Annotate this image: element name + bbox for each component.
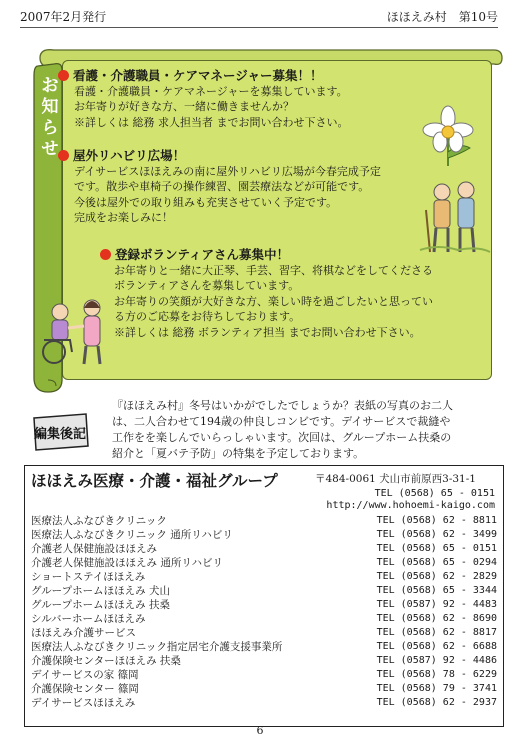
facility-name: 介護保険センターほほえみ 扶桑 [31,655,181,667]
page-number: 6 [256,724,264,737]
facility-row [31,570,497,584]
bullet-dot-icon [58,150,69,161]
notice-title-char: 知 [41,97,59,117]
facility-row [31,514,497,528]
facility-tel: TEL (0568) 62 - 6688 [376,641,497,652]
notice-item-recruit [58,68,349,130]
facility-tel: TEL (0568) 79 - 3741 [376,683,497,694]
facility-name: 医療法人ふなびきクリニック 通所リハビリ [31,529,233,541]
editor-note-text [112,398,502,462]
notice-line: です。散歩や車椅子の操作練習、園芸療法などが可能です。 [74,180,370,193]
facility-row [31,668,497,682]
facility-tel: TEL (0568) 62 - 8817 [376,627,497,638]
header-rule [20,27,498,28]
issue-number: ほほえみ村 第10号 [386,10,498,24]
facility-tel: TEL (0568) 62 - 3499 [376,529,497,540]
notice-line: 今後は屋外での取り組みも充実させていく予定です。 [74,195,338,209]
notice-title-char: ら [41,118,59,138]
facility-tel: TEL (0587) 92 - 4483 [376,599,497,610]
facility-name: グループホームほほえみ 扶桑 [31,599,170,611]
bullet-dot-icon [58,70,69,81]
editor-line: は、二人合わせて194歳の仲良しコンビです。デイサービスで裁縫や [112,415,451,428]
facility-row [31,626,497,640]
editor-line: 『ほほえみ村』冬号はいかがでしたでしょうか？表紙の写真のお二人 [112,399,453,412]
notice-line: お年寄りの笑顔が大好きな方、楽しい時を過ごしたいと思ってい [114,294,433,308]
facility-tel: TEL (0568) 62 - 8690 [376,613,497,624]
group-url[interactable]: http://www.hohoemi-kaigo.com [326,500,495,511]
facility-row [31,612,497,626]
facility-tel: TEL (0568) 65 - 0151 [376,543,497,554]
facility-name: シルバーホームほほえみ [31,613,146,625]
notice-line: お年寄りが好きな方、一緒に働きませんか？ [74,100,294,113]
notice-title-char: せ [41,139,59,159]
issue-date: 2007年2月発行 [20,10,107,24]
facility-tel: TEL (0568) 65 - 3344 [376,585,497,596]
facility-name: 介護保険センター 篠岡 [31,683,139,695]
facility-name: デイサービスの家 篠岡 [31,669,139,681]
editor-note-label-text: 編集後記 [33,427,87,442]
group-address: 〒484-0061 犬山市前原西3-31-1 [315,473,476,485]
editor-line: 紹介と「夏バテ予防」の特集を予定しております。 [112,447,365,460]
facility-name: ショートステイほほえみ [31,571,146,583]
notice-item-title: 看護・介護職員・ケアマネージャー募集！！ [73,68,323,83]
wheelchair-helper-illustration [38,296,114,366]
notice-title-char: お [41,76,59,96]
facility-tel: TEL (0587) 92 - 4486 [376,655,497,666]
group-tel: TEL (0568) 65 - 0151 [374,488,495,499]
facility-list [31,514,497,710]
facility-row [31,654,497,668]
facility-tel: TEL (0568) 62 - 2829 [376,571,497,582]
facility-name: デイサービスほほえみ [31,697,136,709]
notice-item-title: 屋外リハビリ広場！ [73,148,186,163]
facility-name: ほほえみ介護サービス [31,627,136,639]
facility-tel: TEL (0568) 65 - 0294 [376,557,497,568]
notice-item-rehab-plaza [58,148,381,226]
facility-name: 医療法人ふなびきクリニック [31,515,167,527]
notice-item-title: 登録ボランティアさん募集中！ [115,247,290,262]
facility-row [31,556,497,570]
facility-tel: TEL (0568) 78 - 6229 [376,669,497,680]
notice-line: 完成をお楽しみに！ [74,211,173,224]
notice-line: ※詳しくは 総務 ボランティア担当 までお問い合わせ下さい。 [114,325,421,339]
bullet-dot-icon [100,249,111,260]
group-name: ほほえみ医療・介護・福祉グループ [31,472,278,490]
notice-line: お年寄りと一緒に大正琴、手芸、習字、将棋などをしてくださる [114,263,433,277]
editor-note-label [30,412,90,452]
notice-item-volunteer [100,247,433,340]
facility-name: 介護老人保健施設ほほえみ [31,543,157,555]
facility-tel: TEL (0568) 62 - 2937 [376,697,497,708]
facility-tel: TEL (0568) 62 - 8811 [376,515,497,526]
facility-name: グループホームほほえみ 犬山 [31,585,170,597]
editor-line: 工作をを楽しんでいらっしゃいます。次回は、グループホーム扶桑の [112,431,452,444]
facility-row [31,640,497,654]
flower-illustration [418,104,478,168]
facility-row [31,598,497,612]
group-directory [24,465,504,727]
facility-row [31,542,497,556]
notice-line: ※詳しくは 総務 求人担当者 までお問い合わせ下さい。 [74,115,349,129]
facility-row [31,682,497,696]
facility-row [31,528,497,542]
facility-name: 医療法人ふなびきクリニック指定居宅介護支援事業所 [31,641,283,653]
facility-row [31,584,497,598]
notice-line: ボランティアさんを募集しています。 [114,279,300,292]
notice-line: る方のご応募をお待ちしております。 [114,310,301,323]
facility-row [31,696,497,710]
facility-name: 介護老人保健施設ほほえみ 通所リハビリ [31,557,224,569]
notice-line: デイサービスほほえみの南に屋外リハビリ広場が今春完成予定 [74,164,381,178]
elderly-couple-illustration [418,180,492,256]
notice-line: 看護・介護職員・ケアマネージャーを募集しています。 [74,84,348,98]
